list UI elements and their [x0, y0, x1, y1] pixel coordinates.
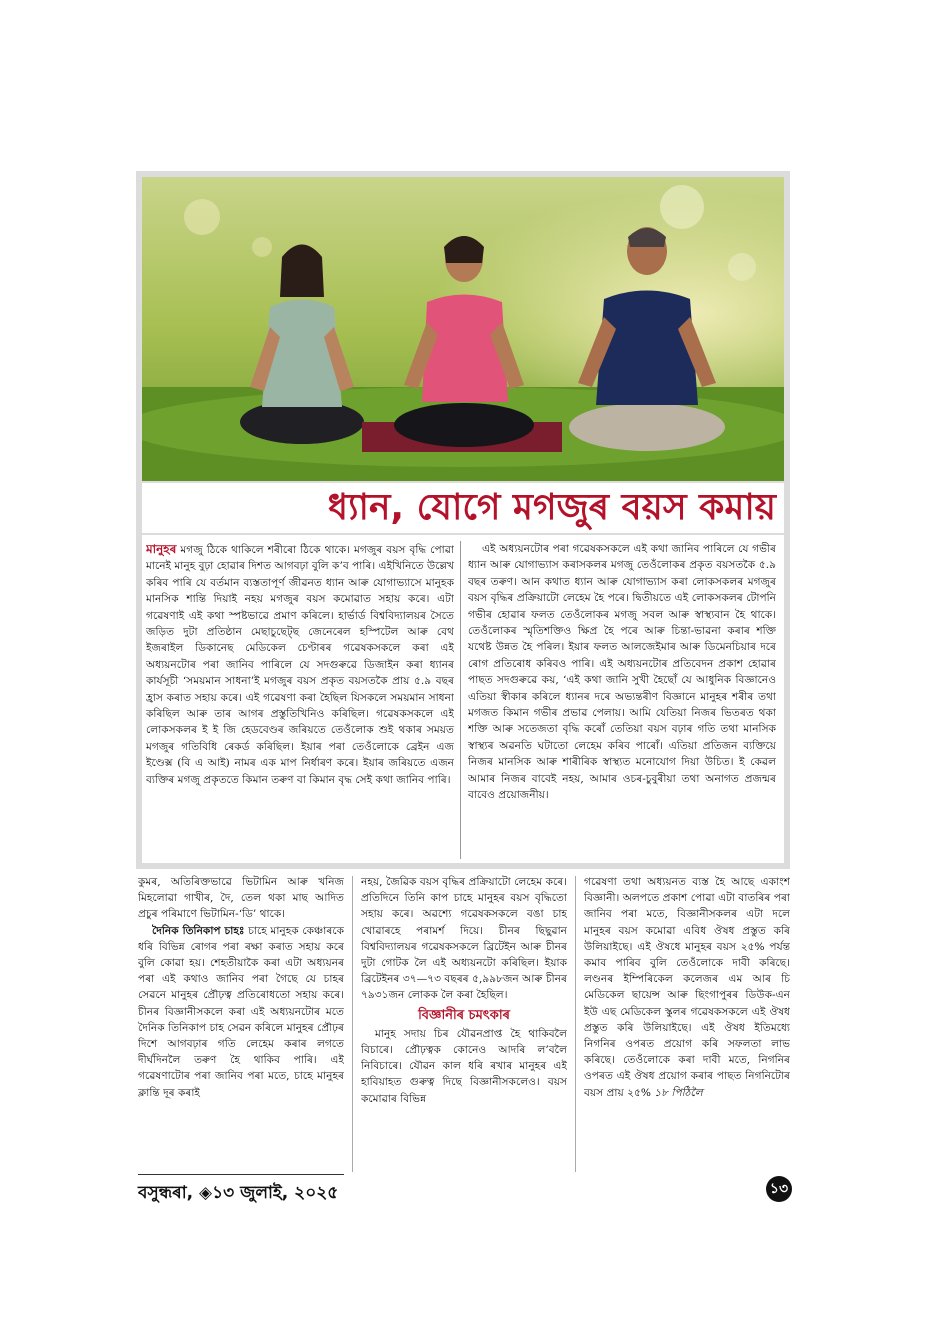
article-column-2: [361, 874, 567, 1174]
column-divider: [460, 541, 461, 859]
feature-box: [136, 171, 790, 869]
page-number: ১৩: [766, 1176, 792, 1202]
article-column-3: [584, 874, 790, 1174]
feature-column-right: [468, 541, 776, 859]
footer-rule: [138, 1174, 344, 1175]
feature-body: [142, 535, 784, 863]
headline: ধ্যান, যোগে মগজুৰ বয়স কমায়: [142, 483, 784, 533]
article-paragraph: নহয়, জৈৱিক বয়স বৃদ্ধিৰ প্ৰক্ৰিয়াটো লেহেম কৰে। প্ৰতিদিনে তিনি কাপ চাহে মানুহৰ বয়স বৃদ্ধিতো সহায় কৰে। অৱশ্যে গৱেষকসকলে বঙা চাহ খোৱাৰহে পৰামৰ্শ দিয়ে। চীনৰ ছিছুৱান বিশ্ববিদ্যালয়ৰ গৱেষকসকলে ব্ৰিটেইন আৰু চীনৰ দুটা গোটক লৈ এই অধ্যয়নটো কৰিছিল। ইয়াক ব্ৰিটেইনৰ ৩৭—৭৩ বছৰৰ ৫,৯৯৮জন আৰু চীনৰ ৭৯৩১জন লোকক লৈ কৰা হৈছিল।: [361, 876, 567, 1002]
section-title: বিজ্ঞানীৰ চমৎকাৰ: [418, 1007, 510, 1023]
column-divider: [352, 876, 353, 1172]
lead-word: মানুহৰ: [146, 542, 177, 556]
continued-on-page-link[interactable]: ১৮ পিঠিলৈ: [654, 1086, 703, 1099]
masthead-footer: বসুন্ধৰা, ◈১৩ জুলাই, ২০২৫: [138, 1183, 339, 1203]
sub-heading: দৈনিক তিনিকাপ চাহঃ: [152, 924, 245, 937]
article-paragraph: [138, 923, 344, 1101]
article-text: চাহে মানুহক কেঞ্চাৰকে ধৰি বিভিন্ন ৰোগৰ পৰা ৰক্ষা কৰাত সহায় কৰে বুলি কোৱা হয়। শেহতীয়াকৈ কৰা এটা অধ্যয়নৰ পৰা এই কথাও জানিব পৰা গৈছে যে চাহৰ সেৱনে মানুহৰ প্ৰৌঢ়ত্ব প্ৰতিৰোধতো সহায় কৰে। চীনৰ বিজ্ঞানীসকলে কৰা এই অধ্যয়নটোৰ মতে দৈনিক তিনিকাপ চাহ সেৱন কৰিলে মানুহৰ প্ৰৌঢ়ৰ দিশে আগবঢ়াৰ গতি লেহেম কৰাৰ লগতে দীৰ্ঘদিনলৈ তৰুণ হৈ থাকিব পাৰি। এই গৱেষণাটোৰ পৰা জানিব পৰা মতে, চাহে মানুহৰ ক্লান্তি দূৰ কৰাই: [138, 924, 344, 1099]
article-text: গৱেষণা তথা অধ্যয়নত ব্যস্ত হৈ আছে একাংশ বিজ্ঞানী। অলপতে প্ৰকাশ পোৱা এটা বাতৰিৰ পৰা জানিব পৰা মতে, বিজ্ঞানীসকলৰ এটা দলে মানুহৰ বয়স কমোৱা এবিধ ঔষধ প্ৰস্তুত কৰি উলিয়াইছে। এই ঔষধে মানুহৰ বয়স ২৫% পৰ্যন্ত কমাব পাৰিব বুলি তেওঁলোকে দাবী কৰিছে। লণ্ডনৰ ইম্পিৰিকেল কলেজৰ এম আৰ চি মেডিকেল ছায়েন্স আৰু ছিংগাপুৰৰ ডিউক-এন ইউ এছ মেডিকেল স্কুলৰ গৱেষকসকলে এই ঔষধ প্ৰস্তুত কৰি উলিয়াইছে। এই ঔষধ ইতিমধ্যে নিগনিৰ ওপৰত প্ৰয়োগ কৰি সফলতা লাভ কৰিছে। তেওঁলোকে কৰা দাবী মতে, নিগনিৰ ওপৰত এই ঔষধ প্ৰয়োগ কৰাৰ পাছত নিগনিটোৰ বয়স প্ৰায় ২৫%: [584, 876, 790, 1099]
feature-text-left: মগজু ঠিকে থাকিলে শৰীৰো ঠিকে থাকে। মগজুৰ বয়স বৃদ্ধি পোৱা মানেই মানুহ বুঢ়া হোৱাৰ দিশত আগবঢ়া বুলি ক’ব পাৰি। এইখিনিতে উল্লেখ কৰিব পাৰি যে বৰ্তমান ব্যস্ততাপূৰ্ণ জীৱনত ধ্যান আৰু যোগাভ্যাসে মানুহক মানসিক শান্তি দিয়াই নহয় মগজুৰ বয়স কমোৱাত সহায় কৰে। এটা গৱেষণাই এই কথা স্পষ্টভাৱে প্ৰমাণ কৰিলে। হাৰ্ভাৰ্ড বিশ্ববিদ্যালয়ৰ সৈতে জড়িত দুটা প্ৰতিষ্ঠান মেছাচুছেট্ছ জেনেৰেল হস্পিটেল আৰু বেথ ইজৰাইল ডিকানেছ মেডিকেল চেণ্টাৰৰ গৱেষকসকলে কৰা এই অধ্যয়নটোৰ পৰা জানিব পাৰিলে যে সদগুৰুৱে ডিজাইন কৰা ধ্যানৰ কাৰ্যসূচী ‘সময়মান সাধনা’ই মগজুৰ বয়স প্ৰকৃত বয়সতকৈ প্ৰায় ৫.৯ বছৰ হ্ৰাস কৰাত সহায় কৰে। এই গৱেষণা কৰা হৈছিল যিসকলে সময়মান সাধনা কৰিছিল আৰু তাৰ আগৰ প্ৰস্তুতিখিনিও কৰিছিল। গৱেষকসকলে এই লোকসকলৰ ই ই জি হেডবেণ্ডৰ জৰিয়তে তেওঁলোক শুই থকাৰ সময়ত মগজুৰ গতিবিধি ৰেকৰ্ড কৰিছিল। ইয়াৰ পৰা তেওঁলোকে ব্ৰেইন এজ ইণ্ডেক্স (বি এ আই) নামৰ এক মাপ নিৰ্ধাৰণ কৰে। ইয়াৰ জৰিয়তে এজন ব্যক্তিৰ মগজু প্ৰকৃততে কিমান তৰুণ বা কিমান বৃদ্ধ সেই কথা জানিব পাৰি।: [146, 544, 454, 786]
feature-text-right: এই অধ্যয়নটোৰ পৰা গৱেষকসকলে এই কথা জানিব পাৰিলে যে গভীৰ ধ্যান আৰু যোগাভ্যাস কৰাসকলৰ মগজু তেওঁলোকৰ প্ৰকৃত বয়সতকৈ ৫.৯ বছৰ তৰুণ। আন কথাত ধ্যান আৰু যোগাভ্যাস কৰা লোকসকলৰ মগজুৰ বয়স বৃদ্ধিৰ প্ৰক্ৰিয়াটো লেহেম হৈ পৰে। দ্বিতীয়তে এই লোকসকলৰ টোপনি গভীৰ হোৱাৰ ফলত তেওঁলোকৰ মগজু সবল আৰু স্বাস্থ্যবান হৈ থাকে। তেওঁলোকৰ স্মৃতিশক্তিও ক্ষিপ্ৰ হৈ পৰে আৰু চিন্তা-ভাৱনা কৰাৰ শক্তি যথেষ্ট উন্নত হৈ পৰিল। ইয়াৰ ফলত আলজেইমাৰ আৰু ডিমেনচিয়াৰ দৰে ৰোগ প্ৰতিৰোধ কৰিবও পাৰি। এই অধ্যয়নটোৰ প্ৰতিবেদন প্ৰকাশ হোৱাৰ পাছত সদগুৰুৱে কয়, ‘এই কথা জানি সুখী হৈছোঁ যে আধুনিক বিজ্ঞানেও এতিয়া স্বীকাৰ কৰিলে ধ্যানৰ দৰে অভ্যন্তৰীণ বিজ্ঞানে মানুহৰ শৰীৰ তথা মগজত কিমান গভীৰ প্ৰভাৱ পেলায়। আমি যেতিয়া নিজৰ ভিতৰত থকা শক্তি আৰু সতেজতা বৃদ্ধি কৰোঁ তেতিয়া বয়স বঢ়াৰ গতি তথা মানসিক স্বাস্থ্যৰ অৱনতি ঘটাতো লেহেম কৰিব পাৰোঁ। এতিয়া প্ৰতিজন ব্যক্তিয়ে নিজৰ মানসিক আৰু শাৰীৰিক স্বাস্থ্যত মনোযোগ দিয়া উচিত। ই কেৱল আমাৰ নিজৰ বাবেই নহয়, আমাৰ ওচৰ-চুবুৰীয়া তথা অনাগত প্ৰজন্মৰ বাবেও প্ৰয়োজনীয়।: [468, 543, 776, 802]
article-column-1: [138, 874, 344, 1174]
feature-paragraph: [146, 541, 454, 788]
article-paragraph: কুমৰ, অতিৰিক্তভাৱে ভিটামিন আৰু খনিজ মিহলোৱা গাখীৰ, দৈ, তেল থকা মাছ আদিত প্ৰচুৰ পৰিমাণে ভিটামিন-‘ডি’ থাকে।: [138, 876, 344, 921]
column-divider: [575, 876, 576, 1172]
feature-column-left: [146, 541, 454, 859]
article-paragraph: [584, 874, 790, 1101]
article-paragraph: মানুহ সদায় চিৰ যৌৱনপ্ৰাপ্ত হৈ থাকিবলৈ বিচাৰে। প্ৰৌঢ়ত্বক কোনেও আদৰি ল’বলৈ নিবিচাৰে। যৌৱন কাল ধৰি ৰখাৰ মানুহৰ এই হাবিয়াহত গুৰুত্ব দিছে বিজ্ঞানীসকলেও। বয়স কমোৱাৰ বিভিন্ন: [361, 1027, 567, 1105]
yoga-meditation-photo: [142, 177, 784, 481]
